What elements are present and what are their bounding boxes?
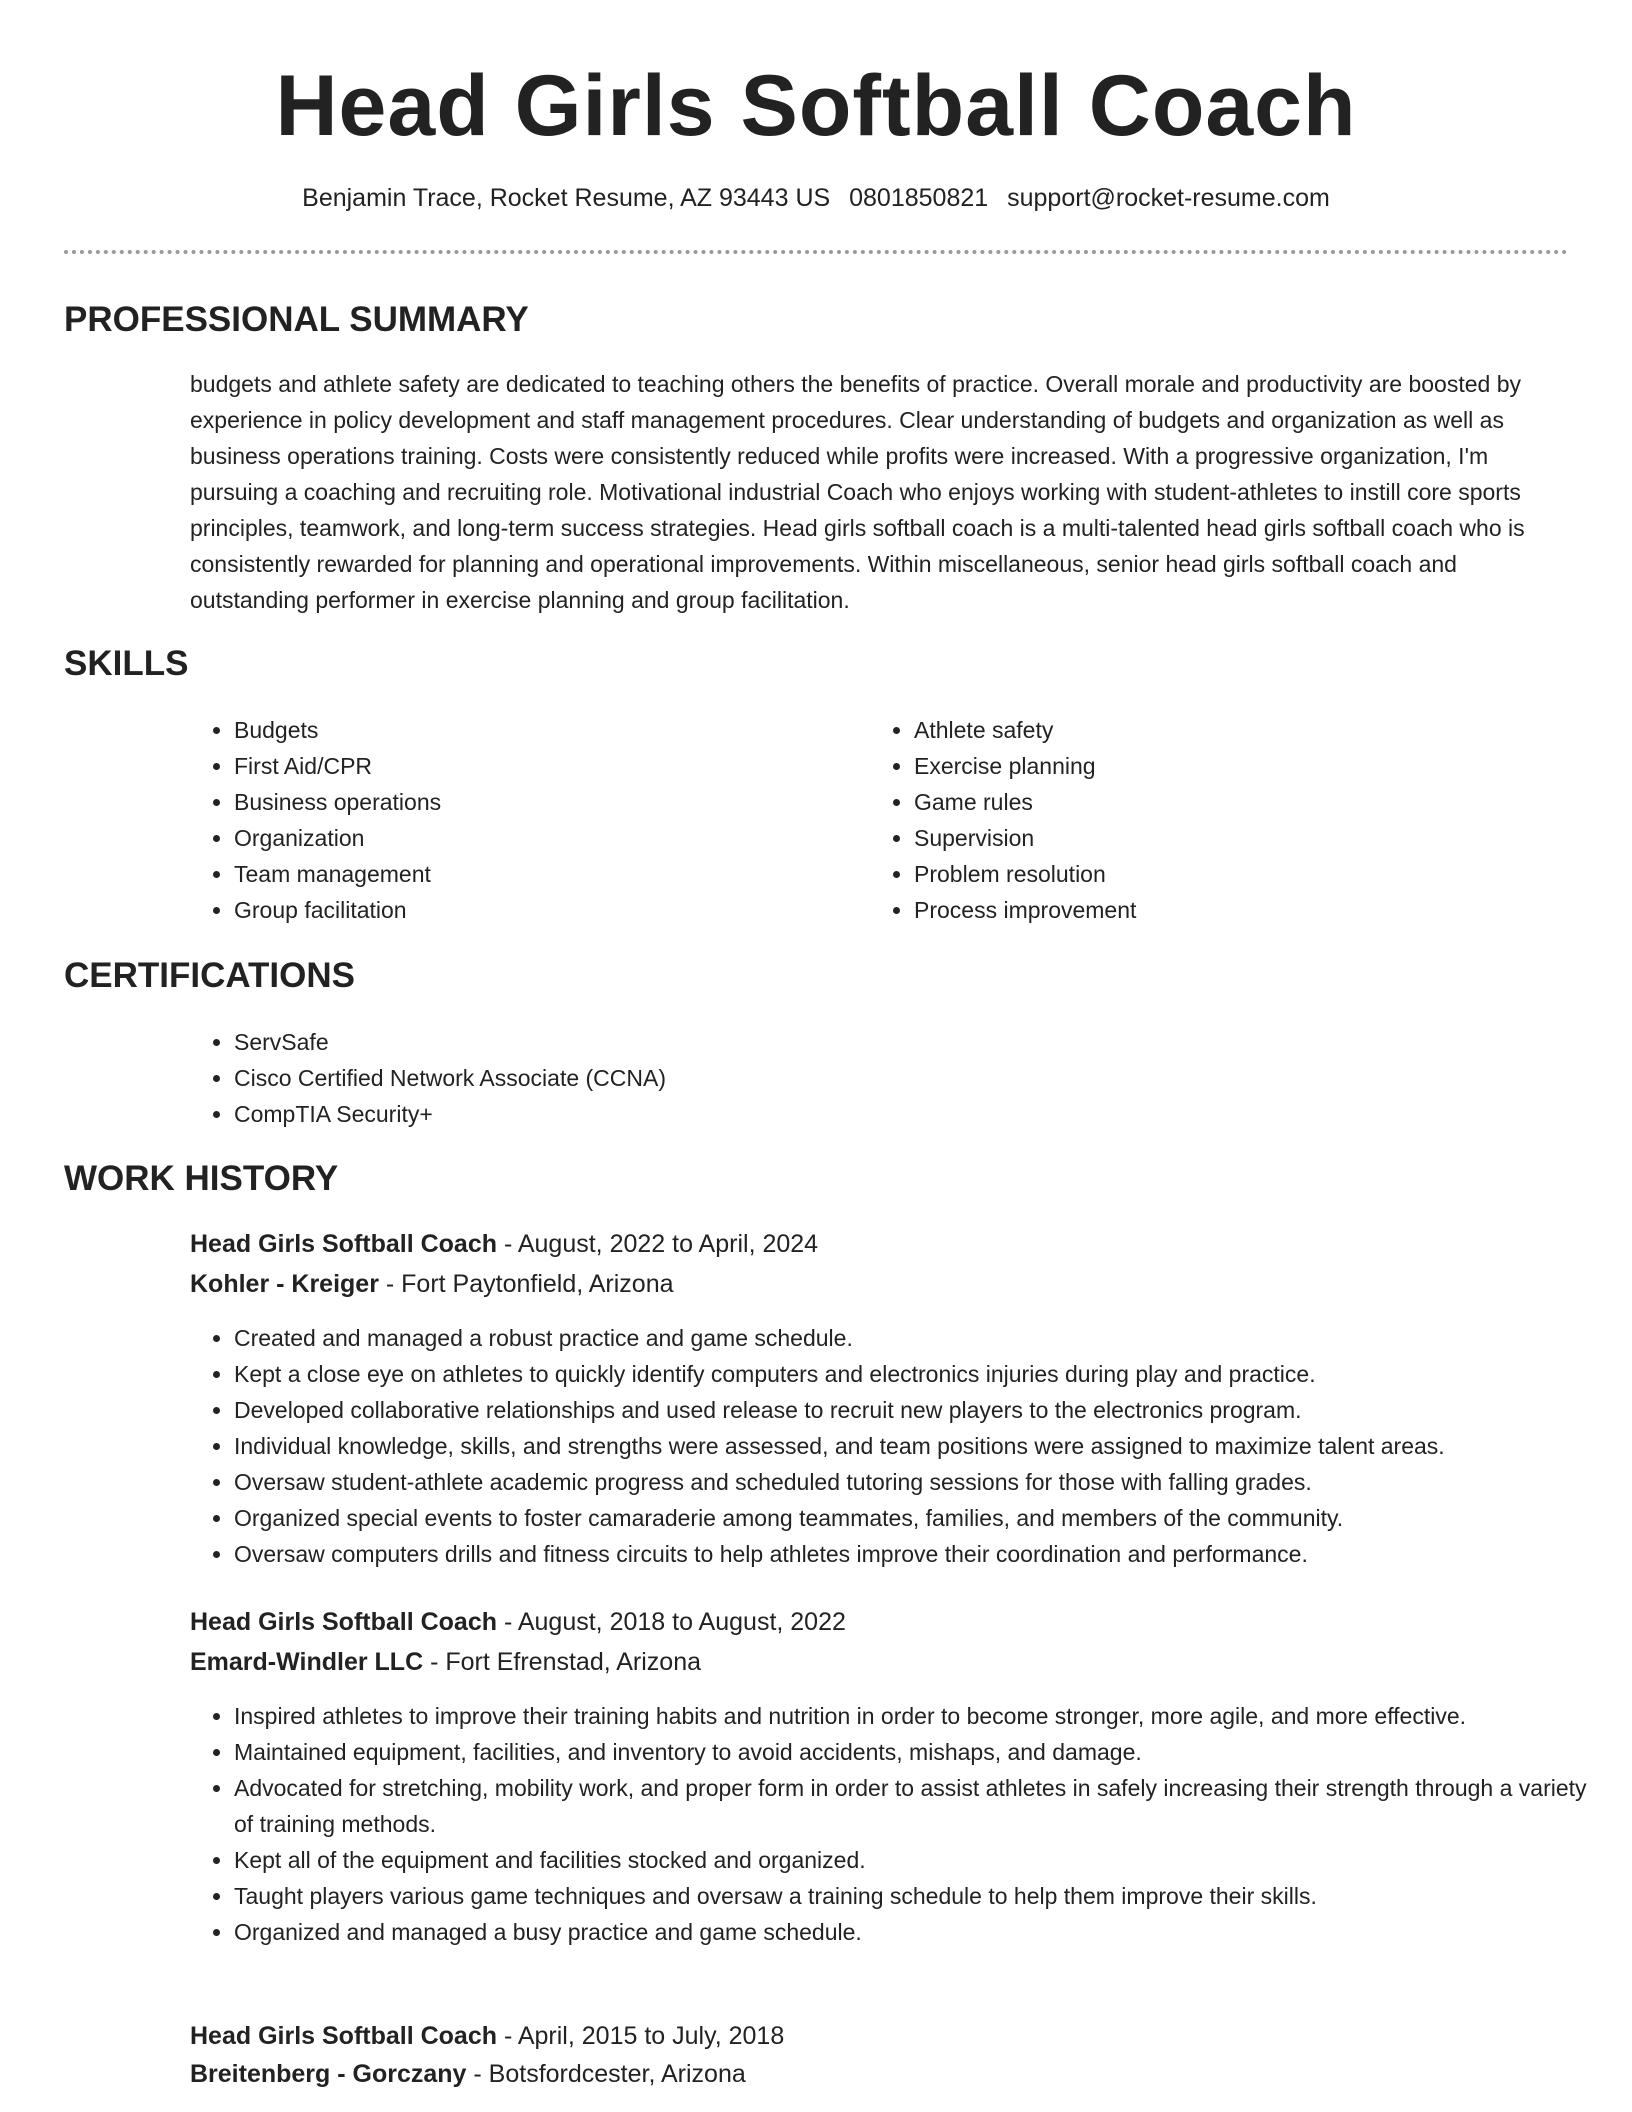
- job-bullet: • Oversaw computers drills and fitness circuits to help athletes improve their coordination and performance.: [234, 1536, 1614, 1572]
- skills-list-left: [190, 712, 854, 928]
- job-bullet: • Kept a close eye on athletes to quickly identify computers and electronics injuries during play and practice.: [234, 1356, 1614, 1392]
- skills-heading: SKILLS: [64, 644, 189, 683]
- job-bullet: • Maintained equipment, facilities, and inventory to avoid accidents, mishaps, and damage.: [234, 1734, 1604, 1770]
- header-divider: [64, 250, 1568, 254]
- job-bullet: • Inspired athletes to improve their training habits and nutrition in order to become stronger, more agile, and more effective.: [234, 1698, 1604, 1734]
- summary-heading: PROFESSIONAL SUMMARY: [64, 300, 529, 339]
- job-location: - Fort Efrenstad, Arizona: [423, 1648, 702, 1676]
- skill-item: • Exercise planning: [914, 748, 1554, 784]
- job-title: Head Girls Softball Coach: [190, 2022, 498, 2050]
- resume-title: Head Girls Softball Coach: [275, 58, 1357, 154]
- skill-item: • Organization: [234, 820, 854, 856]
- job-bullets: [190, 1698, 1604, 1950]
- contact-line: [0, 181, 1632, 215]
- certifications-list: [190, 1024, 1534, 1132]
- job-bullet: • Advocated for stretching, mobility work, and proper form in order to assist athletes in safely increasing their strength through a variety of training methods.: [234, 1770, 1604, 1842]
- skill-item: • Budgets: [234, 712, 854, 748]
- job-bullet: • Developed collaborative relationships and used release to recruit new players to the electronics program.: [234, 1392, 1614, 1428]
- job-company-line: [190, 2056, 746, 2092]
- certifications-heading: CERTIFICATIONS: [64, 956, 356, 995]
- certification-item: • CompTIA Security+: [234, 1096, 1534, 1132]
- job-title-line: [190, 1226, 818, 1262]
- skill-item: • First Aid/CPR: [234, 748, 854, 784]
- job-title: Head Girls Softball Coach: [190, 1230, 498, 1258]
- job-bullet: • Taught players various game techniques and oversaw a training schedule to help them improve their skills.: [234, 1878, 1604, 1914]
- skill-item: • Supervision: [914, 820, 1554, 856]
- skill-item: • Team management: [234, 856, 854, 892]
- job-bullet: • Created and managed a robust practice and game schedule.: [234, 1320, 1614, 1356]
- job-title: Head Girls Softball Coach: [190, 1608, 498, 1636]
- job-location: - Botsfordcester, Arizona: [466, 2060, 746, 2088]
- contact-phone: 0801850821: [849, 184, 989, 212]
- contact-address: Benjamin Trace, Rocket Resume, AZ 93443 US: [302, 184, 831, 212]
- skill-item: • Game rules: [914, 784, 1554, 820]
- certification-item: • Cisco Certified Network Associate (CCNA): [234, 1060, 1534, 1096]
- job-company: Kohler - Kreiger: [190, 1270, 379, 1298]
- job-bullet: • Organized and managed a busy practice and game schedule.: [234, 1914, 1604, 1950]
- job-bullets: [190, 1320, 1614, 1572]
- skill-item: • Athlete safety: [914, 712, 1554, 748]
- job-bullet: • Organized special events to foster camaraderie among teammates, families, and members of the community.: [234, 1500, 1614, 1536]
- job-dates: - April, 2015 to July, 2018: [497, 2022, 785, 2050]
- job-location: - Fort Paytonfield, Arizona: [378, 1270, 674, 1298]
- skill-item: • Problem resolution: [914, 856, 1554, 892]
- skill-item: • Business operations: [234, 784, 854, 820]
- job-company: Emard-Windler LLC: [190, 1648, 424, 1676]
- job-title-line: [190, 1604, 846, 1640]
- contact-email: support@rocket-resume.com: [1007, 184, 1330, 212]
- skills-list-right: [870, 712, 1554, 928]
- skill-item: • Process improvement: [914, 892, 1554, 928]
- job-company: Breitenberg - Gorczany: [190, 2060, 467, 2088]
- skill-item: • Group facilitation: [234, 892, 854, 928]
- work-history-heading: WORK HISTORY: [64, 1159, 339, 1198]
- job-company-line: [190, 1266, 674, 1302]
- certification-item: • ServSafe: [234, 1024, 1534, 1060]
- job-bullet: • Oversaw student-athlete academic progress and scheduled tutoring sessions for those with falling grades.: [234, 1464, 1614, 1500]
- job-company-line: [190, 1644, 701, 1680]
- job-title-line: [190, 2018, 784, 2054]
- job-dates: - August, 2022 to April, 2024: [497, 1230, 819, 1258]
- job-dates: - August, 2018 to August, 2022: [497, 1608, 846, 1636]
- summary-text: budgets and athlete safety are dedicated to teaching others the benefits of practice. Overall morale and productivity are boosted by experience in policy development and staff management procedures. Clear understanding of budgets and organization as well as business operations training. Costs were consistently reduced while profits were increased. With a progressive organization, I'm pursuing a coaching and recruiting role. Motivational industrial Coach who enjoys working with student-athletes to instill core sports principles, teamwork, and long-term success strategies. Head girls softball coach is a multi-talented head girls softball coach who is consistently rewarded for planning and operational improvements. Within miscellaneous, senior head girls softball coach and outstanding performer in exercise planning and group facilitation.: [190, 371, 1525, 613]
- job-bullet: • Kept all of the equipment and facilities stocked and organized.: [234, 1842, 1604, 1878]
- job-bullet: • Individual knowledge, skills, and strengths were assessed, and team positions were assigned to maximize talent areas.: [234, 1428, 1614, 1464]
